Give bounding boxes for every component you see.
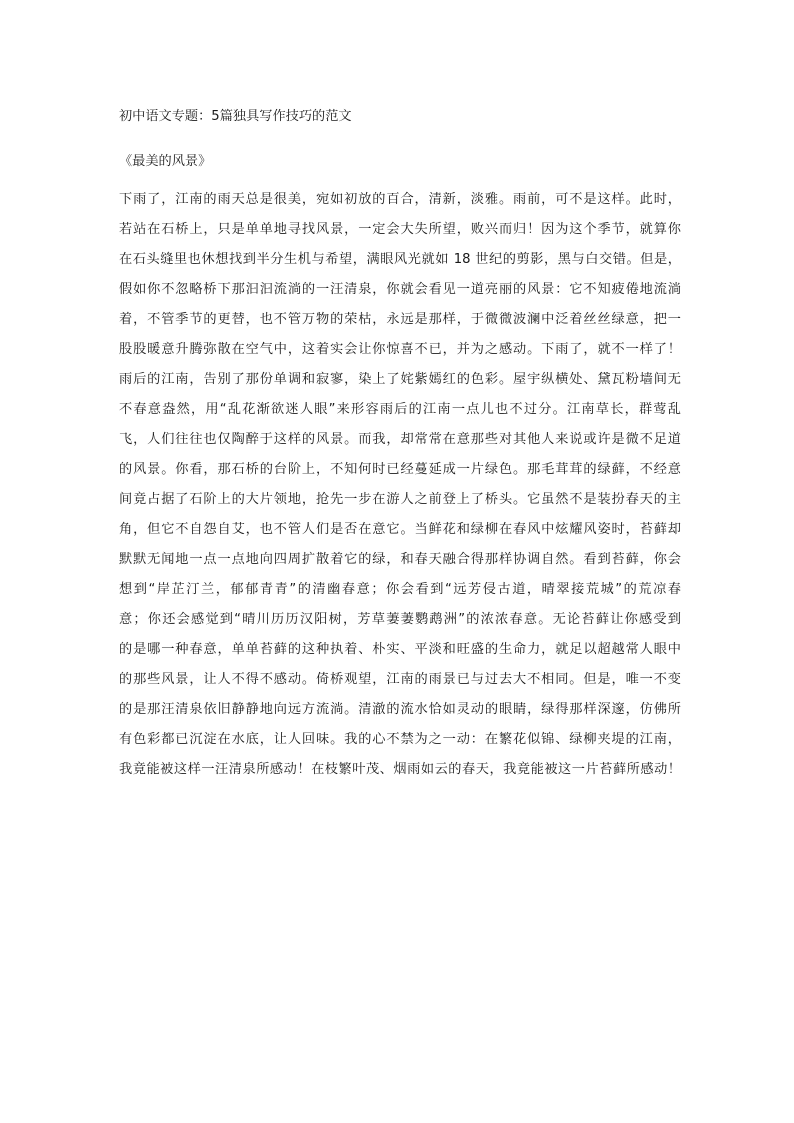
paragraph-line: 着，不管季节的更替，也不管万物的荣枯，永远是那样，于微微波澜中泛着丝丝绿意，把一 bbox=[119, 312, 681, 327]
paragraph-line: 雨后的江南，告别了那份单调和寂寥，染上了姹紫嫣红的色彩。屋宇纵横处、黛瓦粉墙间无 bbox=[119, 372, 681, 387]
paragraph-line: 下雨了，江南的雨天总是很美，宛如初放的百合，清新，淡雅。雨前，可不是这样。此时， bbox=[119, 192, 681, 207]
paragraph-line: 的风景。你看，那石桥的台阶上，不知何时已经蔓延成一片绿色。那毛茸茸的绿藓，不经意 bbox=[119, 462, 681, 477]
paragraph-line: 我竟能被这样一汪清泉所感动！在枝繁叶茂、烟雨如云的春天，我竟能被这一片苔藓所感动！ bbox=[119, 762, 681, 777]
paragraph-line: 默默无闻地一点一点地向四周扩散着它的绿，和春天融合得那样协调自然。看到苔藓，你会 bbox=[119, 552, 681, 567]
paragraph-line: 的那些风景，让人不得不感动。倚桥观望，江南的雨景已与过去大不相同。但是，唯一不变 bbox=[119, 672, 681, 687]
paragraph-line: 想到“岸芷汀兰，郁郁青青”的清幽春意；你会看到“远芳侵古道，晴翠接荒城”的荒凉春 bbox=[119, 582, 681, 597]
paragraph-line: 角，但它不自怨自艾，也不管人们是否在意它。当鲜花和绿柳在春风中炫耀风姿时，苔藓却 bbox=[119, 522, 681, 537]
paragraph-line: 飞，人们往往也仅陶醉于这样的风景。而我，却常常在意那些对其他人来说或许是微不足道 bbox=[119, 432, 681, 447]
paragraph-line: 间竟占据了石阶上的大片领地，抢先一步在游人之前登上了桥头。它虽然不是装扮春天的主 bbox=[119, 492, 681, 507]
essay-title: 《最美的风景》 bbox=[119, 154, 212, 169]
paragraph-line: 意；你还会感觉到“晴川历历汉阳树，芳草萋萋鹦鹉洲”的浓浓春意。无论苔藓让你感受到 bbox=[119, 612, 681, 627]
paragraph-line: 假如你不忽略桥下那汩汩流淌的一汪清泉，你就会看见一道亮丽的风景：它不知疲倦地流淌 bbox=[119, 282, 681, 297]
document-header: 初中语文专题：5篇独具写作技巧的范文 bbox=[119, 109, 352, 124]
paragraph-line: 的是哪一种春意，单单苔藓的这种执着、朴实、平淡和旺盛的生命力，就足以超越常人眼中 bbox=[119, 642, 681, 657]
paragraph-line: 不春意盎然，用“乱花渐欲迷人眼”来形容雨后的江南一点儿也不过分。江南草长，群莺乱 bbox=[119, 402, 681, 417]
document-page bbox=[119, 105, 681, 785]
paragraph-line: 有色彩都已沉淀在水底，让人回味。我的心不禁为之一动：在繁花似锦、绿柳夹堤的江南， bbox=[119, 732, 681, 747]
paragraph-line: 的是那汪清泉依旧静静地向远方流淌。清澈的流水恰如灵动的眼睛，绿得那样深邃，仿佛所 bbox=[119, 702, 681, 717]
paragraph-line: 股股暖意升腾弥散在空气中，这着实会让你惊喜不已，并为之感动。下雨了，就不一样了！ bbox=[119, 342, 681, 357]
essay-body bbox=[119, 185, 681, 785]
paragraph-line: 在石头缝里也休想找到半分生机与希望，满眼风光就如 18 世纪的剪影，黑与白交错。但是， bbox=[119, 252, 681, 267]
paragraph-line: 若站在石桥上，只是单单地寻找风景，一定会大失所望，败兴而归！因为这个季节，就算你 bbox=[119, 222, 681, 237]
